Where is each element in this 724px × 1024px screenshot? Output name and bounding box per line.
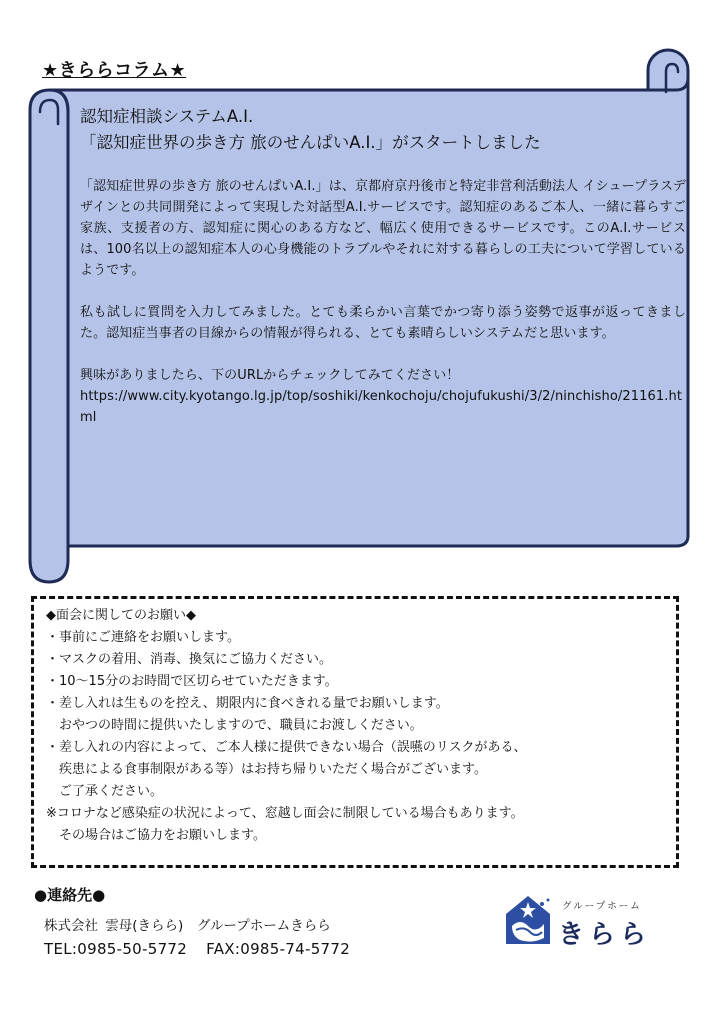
notice-line: おやつの時間に提供いたしますので、職員にお渡しください。: [46, 718, 423, 733]
column-headline-1: 認知症相談システムA.I.: [80, 107, 254, 126]
notice-line: ・マスクの着用、消毒、換気にご協力ください。: [46, 652, 333, 667]
column-headline-2: 「認知症世界の歩き方 旅のせんぱいA.I.」がスタートしました: [80, 133, 541, 152]
notice-line: ・差し入れは生ものを控え、期限内に食べきれる量でお願いします。: [46, 696, 449, 711]
logo-name: きらら: [558, 920, 652, 950]
notice-line: 疾患による食事制限がある等）はお持ち帰りいただく場合がございます。: [46, 762, 487, 777]
notice-line: ※コロナなど感染症の状況によって、窓越し面会に制限している場合もあります。: [46, 806, 524, 821]
url-intro: 興味がありましたら、下のURLからチェックしてみてください！: [80, 368, 460, 383]
column-title: ★きららコラム★: [42, 60, 187, 81]
visit-notice-box: [31, 596, 679, 868]
notice-title: ◆面会に関してのお願い◆: [46, 608, 196, 623]
notice-line: ・差し入れの内容によって、ご本人様に提供できない場合（誤嚥のリスクがある、: [46, 740, 527, 755]
column-paragraph-2: 私も試しに質問を入力してみました。とても柔らかい言葉でかつ寄り添う姿勢で返事が返ってきました。認知症当事者の目線からの情報が得られる、とても素晴らしいシステムだと思います。: [80, 305, 686, 341]
notice-line: その場合はご協力をお願いします。: [46, 828, 266, 843]
house-hands-star-icon: [502, 892, 554, 948]
column-paragraph-1: 「認知症世界の歩き方 旅のせんぱいA.I.」は、京都府京丹後市と特定非営利活動法人 イシュープラスデザインとの共同開発によって実現した対話型A.I.サービスです。認知症のあるご本人、一緒に暮らすご家族、支援者の方、認知症に関心のある方など、幅広く使用できるサービスです。このA.I.サービスは、100名以上の認知症本人の心身機能のトラブルやそれに対する暮らしの工夫について学習しているようです。: [80, 179, 686, 278]
column-paragraph-3: [80, 365, 686, 428]
notice-line: ・10～15分のお時間で区切らせていただきます。: [46, 674, 338, 689]
notice-line: ・事前にご連絡をお願いします。: [46, 630, 240, 645]
contact-heading: ●連絡先●: [34, 886, 106, 904]
notice-line: ご了承ください。: [46, 784, 164, 799]
contact-company: 株式会社 雲母(きらら) グループホームきらら: [44, 918, 331, 934]
contact-phone-fax: TEL:0985-50-5772 FAX:0985-74-5772: [44, 940, 351, 958]
column-url-link[interactable]: https://www.city.kyotango.lg.jp/top/soshiki/kenkochoju/chojufukushi/3/2/ninchisho/21161.html: [80, 389, 683, 425]
column-content: [80, 104, 686, 428]
logo-subtitle: グループホーム: [562, 901, 642, 912]
group-home-logo: [502, 892, 672, 952]
